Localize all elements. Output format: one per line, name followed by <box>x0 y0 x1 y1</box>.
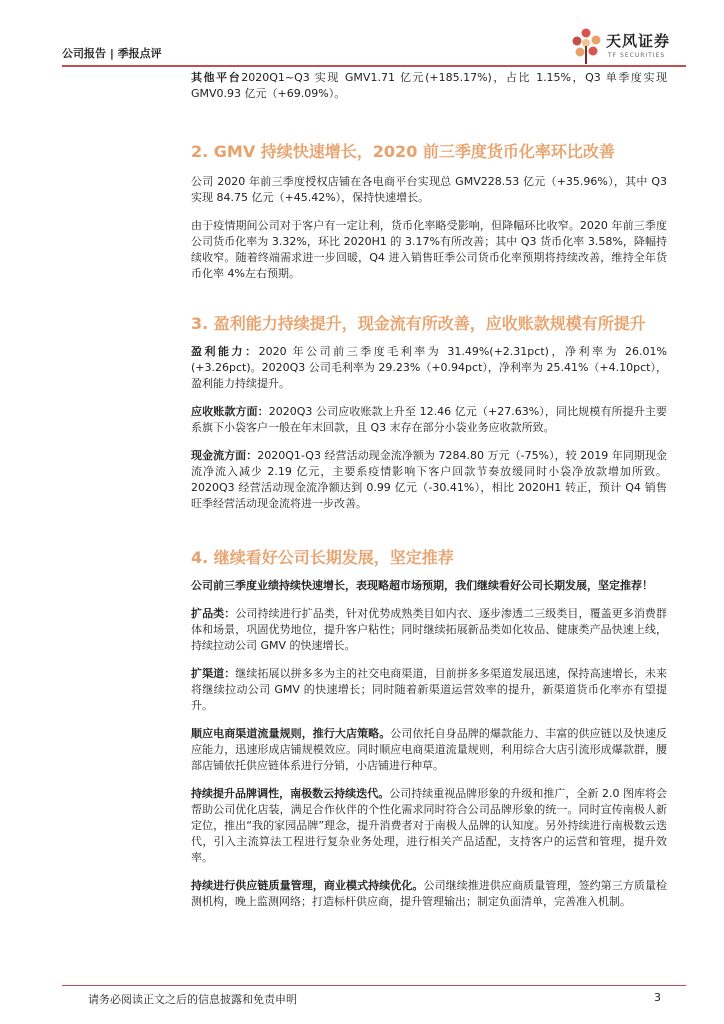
brand-upgrade-text: 公司持续重视品牌形象的升级和推广，全新 2.0 图库将会帮助公司优化店装，满足合作伙伴的个性化需求同时符合公司品牌形象的统一。同时宣传南极人新定位，推出“我的家园品牌”理念，提升消费者对于南极人品牌的认知度。另外持续进行南极数云迭代，引入主流算法工程进行复杂业务处理，进行相关产品适配，支持客户的运营和管理，提升效率。 <box>191 787 667 864</box>
supply-chain-text: 公司继续推进供应商质量管理，签约第三方质量检测机构，晚上监测网络；打造标杆供应商，提升管理输出；制定负面清单，完善准入机制。 <box>191 879 667 908</box>
section-4-title: 4. 继续看好公司长期发展，坚定推荐 <box>191 548 454 567</box>
cashflow-text: 2020Q1-Q3 经营活动现金流净额为 7284.80 万元（-75%），较 2019 年同期现金流净流入减少 2.19 亿元，主要系疫情影响下客户回款节奏放缓同时小袋净放款增加所致。2020Q3 经营活动现金流净额达到 0.99 亿元（-30.41%），相比 2020H1 转正，预计 Q4 销售旺季经营活动现金流将进一步改善。 <box>191 449 668 510</box>
footer-disclaimer: 请务必阅读正文之后的信息披露和免责申明 <box>88 993 297 1006</box>
supply-chain-paragraph <box>191 878 667 910</box>
category-expansion-paragraph <box>191 606 667 654</box>
recommendation-summary <box>191 578 667 594</box>
recommendation-summary-text: 公司前三季度业绩持续快速增长，表现略超市场预期，我们继续看好公司长期发展，坚定推荐！ <box>191 579 653 592</box>
company-logo <box>570 26 680 68</box>
receivables-lead: 应收账款方面： <box>191 405 269 418</box>
page-number: 3 <box>654 991 661 1004</box>
brand-upgrade-lead: 持续提升品牌调性，南极数云持续迭代。 <box>191 787 390 800</box>
logo-flower-icon <box>570 26 604 66</box>
large-store-strategy-paragraph <box>191 726 667 774</box>
section-2-paragraph-2: 由于疫情期间公司对于客户有一定让利，货币化率略受影响，但降幅环比收窄。2020 年前三季度公司货币化率为 3.32%，环比 2020H1 的 3.17%有所改善；其中 Q3 货币化率 3.58%，降幅持续收窄。随着终端需求进一步回暖，Q4 进入销售旺季公司货币化率预期将持续改善，维持全年货币化率 4%左右预期。 <box>191 219 667 280</box>
cashflow-paragraph <box>191 448 667 512</box>
section-2-title: 2. GMV 持续快速增长，2020 前三季度货币化率环比改善 <box>191 142 615 161</box>
report-body <box>191 68 667 910</box>
intro-lead: 其他平台 <box>191 71 242 84</box>
footer-divider <box>62 985 686 986</box>
report-tag: 公司报告 | 季报点评 <box>62 47 162 60</box>
section-3-title: 3. 盈利能力持续提升，现金流有所改善，应收账款规模有所提升 <box>191 314 646 333</box>
intro-paragraph <box>191 70 667 102</box>
channel-expansion-text: 继续拓展以拼多多为主的社交电商渠道，目前拼多多渠道发展迅速，保持高速增长，未来将继续拉动公司 GMV 的快速增长；同时随着新渠道运营效率的提升，新渠道货币化率亦有望提升。 <box>191 667 668 712</box>
profitability-lead: 盈利能力： <box>191 345 259 358</box>
logo-chinese-name: 天风证券 <box>606 32 671 50</box>
large-store-strategy-text: 公司依托自身品牌的爆款能力、丰富的供应链以及快速反应能力，迅速形成店铺规模效应。同时顺应电商渠道流量规则，利用综合大店引流形成爆款群，腰部店铺依托供应链体系进行分销，小店铺进行种草。 <box>191 727 668 772</box>
section-2-paragraph-1: 公司 2020 年前三季度授权店铺在各电商平台实现总 GMV228.53 亿元（+35.96%），其中 Q3 实现 84.75 亿元（+45.42%），保持快速增长。 <box>191 175 667 204</box>
profitability-text: 2020 年公司前三季度毛利率为 31.49%(+2.31pct)，净利率为 26.01%(+3.26pct)。2020Q3 公司毛利率为 29.23%（+0.94pct），净利率为 25.41%（+4.10pct），盈利能力持续提升。 <box>191 345 668 390</box>
channel-expansion-paragraph <box>191 666 667 714</box>
category-expansion-lead: 扩品类： <box>191 607 236 620</box>
receivables-paragraph <box>191 404 667 436</box>
brand-upgrade-paragraph <box>191 786 667 866</box>
header-divider <box>62 65 686 67</box>
category-expansion-text: 公司持续进行扩品类，针对优势成熟类目如内衣、逐步渗透二三级类目，覆盖更多消费群体和场景，巩固优势地位，提升客户粘性；同时继续拓展新品类如化妆品、健康类产品快速上线，持续拉动公司 GMV 的快速增长。 <box>191 607 668 652</box>
intro-text: 2020Q1~Q3 实现 GMV1.71 亿元(+185.17%)，占比 1.15%，Q3 单季度实现 GMV0.93 亿元（+69.09%）。 <box>191 71 667 100</box>
supply-chain-lead: 持续进行供应链质量管理，商业模式持续优化。 <box>191 879 424 892</box>
profitability-paragraph <box>191 344 667 392</box>
channel-expansion-lead: 扩渠道： <box>191 667 236 680</box>
receivables-text: 2020Q3 公司应收账款上升至 12.46 亿元（+27.63%），同比规模有所提升主要系旗下小袋客户一般在年末回款，且 Q3 末存在部分小袋业务应收款所致。 <box>191 405 667 434</box>
large-store-strategy-lead: 顺应电商渠道流量规则，推行大店策略。 <box>191 727 391 740</box>
logo-english-name: TF SECURITIES <box>608 52 666 59</box>
cashflow-lead: 现金流方面： <box>191 449 258 462</box>
